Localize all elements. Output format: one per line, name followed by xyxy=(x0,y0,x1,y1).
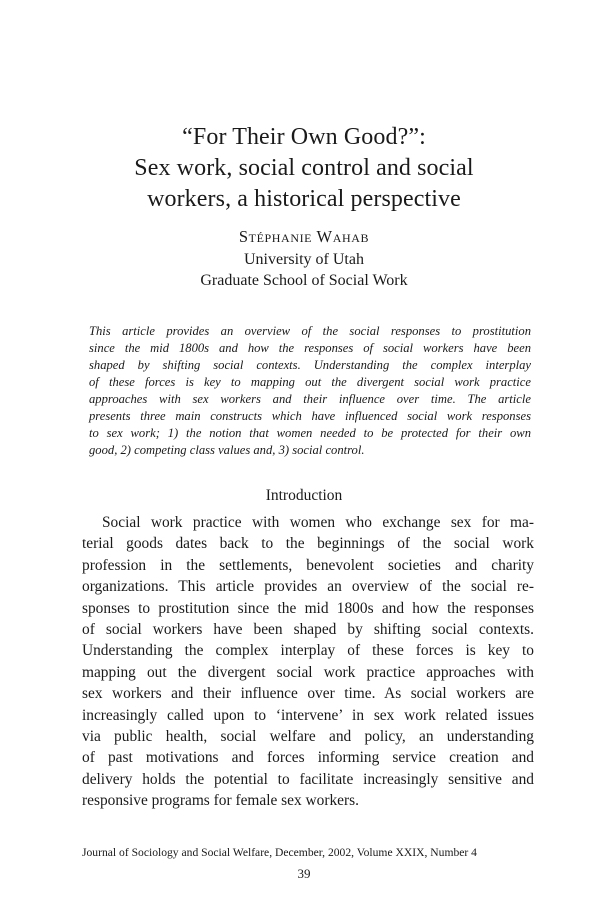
abstract-line: shaped by shifting social contexts. Understanding the complex interplay xyxy=(89,358,531,372)
body-line: sex workers and their influence over time. As social workers are xyxy=(82,685,534,703)
article-title-line-2: Sex work, social control and social xyxy=(134,155,474,181)
body-line: of past motivations and forces informing service creation and xyxy=(82,749,534,767)
abstract-line: approaches with sex workers and their influence over time. The article xyxy=(89,392,531,406)
page-number: 39 xyxy=(297,866,311,881)
body-line: terial goods dates back to the beginnings of the social work xyxy=(82,535,534,553)
body-line: delivery holds the potential to facilitate increasingly sensitive and xyxy=(82,770,534,788)
abstract-line: since the mid 1800s and how the responses of social workers have been xyxy=(89,341,531,355)
abstract xyxy=(89,323,531,459)
abstract-line: good, 2) competing class values and, 3) social control. xyxy=(89,443,365,457)
journal-citation: Journal of Sociology and Social Welfare, December, 2002, Volume XXIX, Number 4 xyxy=(82,846,477,859)
article-title-line-1: “For Their Own Good?”: xyxy=(182,124,426,150)
body-line: Understanding the complex interplay of these forces is key to xyxy=(82,642,534,660)
body-line: increasingly called upon to ‘intervene’ in sex work related issues xyxy=(82,706,534,724)
body-line: via public health, social welfare and policy, an understanding xyxy=(82,728,534,746)
author-name: Stéphanie Wahab xyxy=(238,227,370,246)
body-line: organizations. This article provides an overview of the social re- xyxy=(82,578,534,596)
body-line: Social work practice with women who exchange sex for ma- xyxy=(102,514,534,531)
body-line: mapping out the divergent social work practice approaches with xyxy=(82,663,534,681)
article-title-line-3: workers, a historical perspective xyxy=(147,186,461,212)
body-line: sponses to prostitution since the mid 1800s and how the responses xyxy=(82,599,534,617)
author-university: University of Utah xyxy=(244,251,364,268)
author-school: Graduate School of Social Work xyxy=(200,272,408,289)
body-line: responsive programs for female sex workers. xyxy=(82,792,359,810)
body-line: profession in the settlements, benevolent societies and charity xyxy=(82,556,534,574)
abstract-line: This article provides an overview of the social responses to prostitution xyxy=(89,324,531,338)
abstract-line: presents three main constructs which have influenced social work responses xyxy=(89,409,531,423)
abstract-line: of these forces is key to mapping out the divergent social work practice xyxy=(89,375,531,389)
section-heading-introduction: Introduction xyxy=(265,487,343,504)
title-block xyxy=(0,122,608,291)
introduction-paragraph xyxy=(82,512,534,812)
body-line: of social workers have been shaped by shifting social contexts. xyxy=(82,621,534,639)
abstract-line: to sex work; 1) the notion that women needed to be protected for their own xyxy=(89,426,531,440)
